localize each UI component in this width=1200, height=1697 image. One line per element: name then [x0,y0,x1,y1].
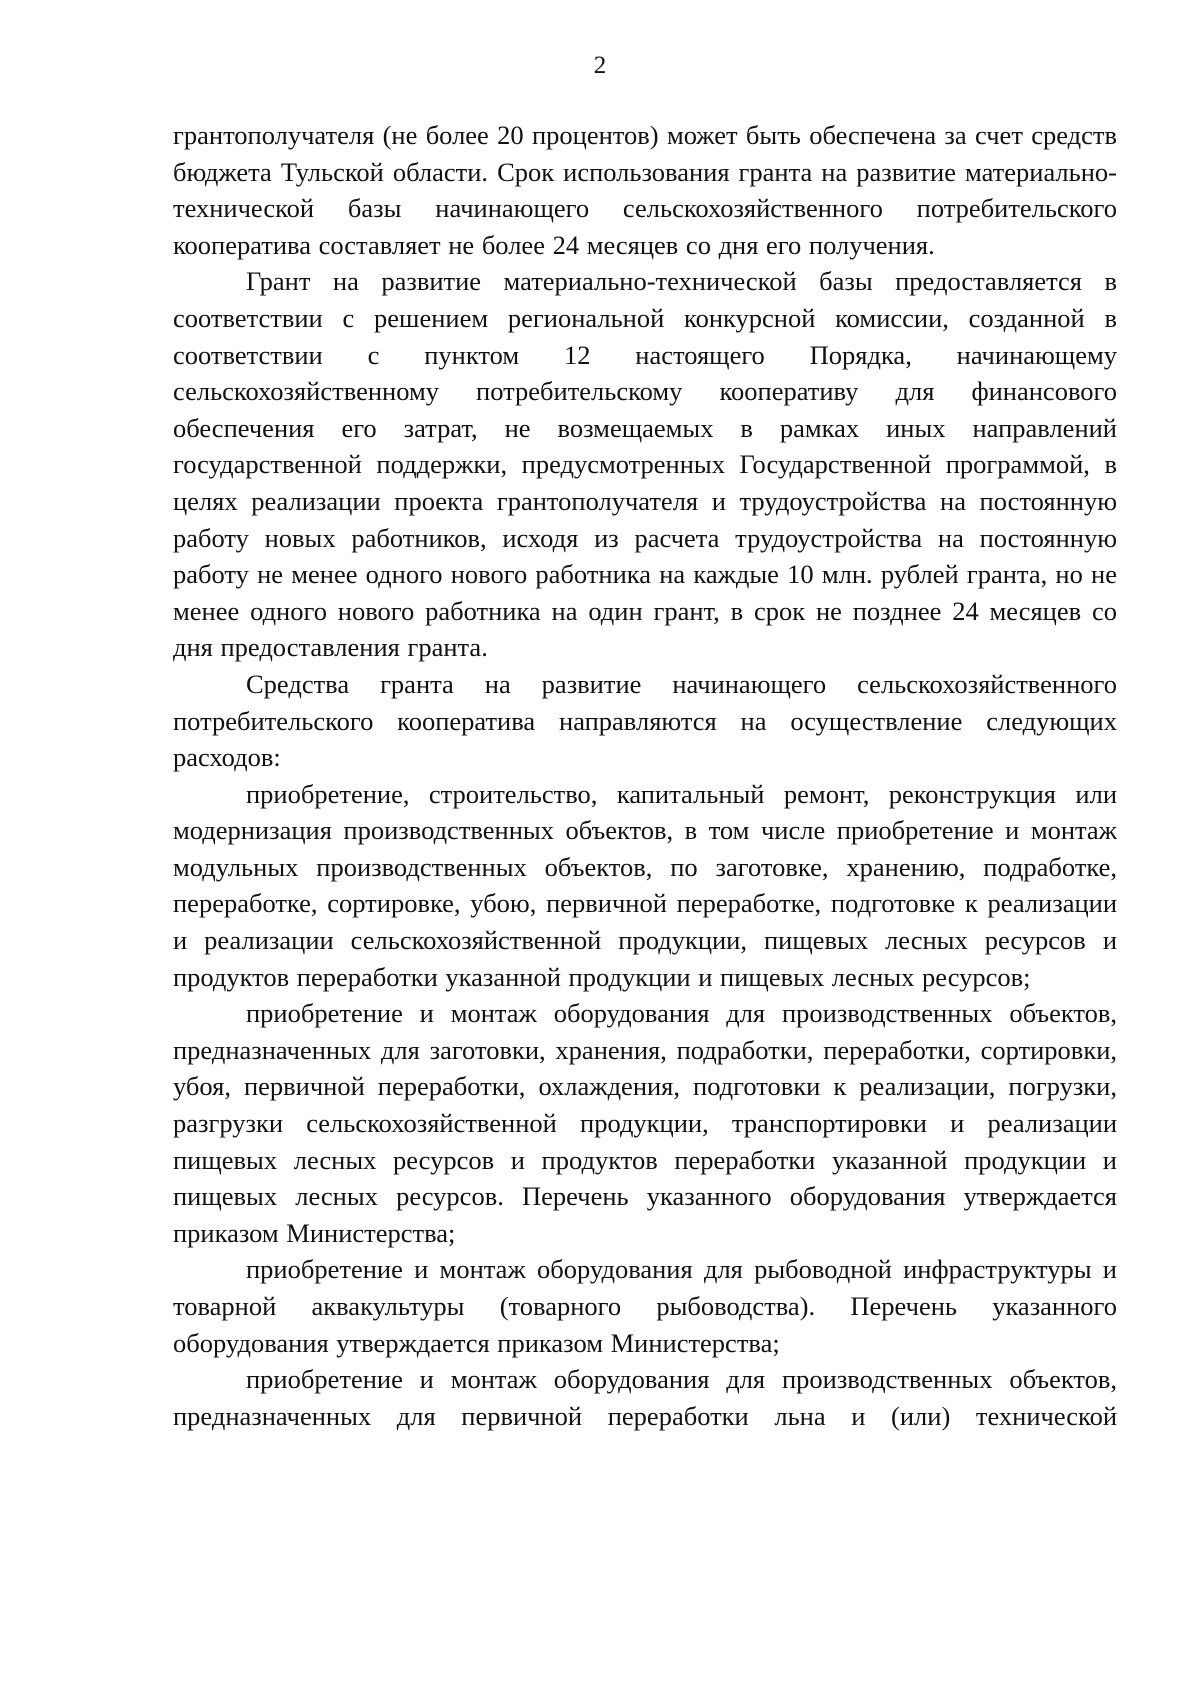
document-body [173,117,1117,1434]
paragraph-expense-fish-equipment: приобретение и монтаж оборудования для рыбоводной инфраструктуры и товарной аквакультуры (товарного рыбоводства). Перечень указанного оборудования утверждается приказом Министерства; [173,1254,1117,1358]
paragraph-grant-expenses-intro: Средства гранта на развитие начинающего сельскохозяйственного потребительского кооператива направляются на осуществление следующих расходов: [173,668,1117,773]
paragraph-expense-facilities: приобретение, строительство, капитальный ремонт, реконструкция или модернизация производственных объектов, в том числе приобретение и монтаж модульных производственных объектов, по заготовке, хранению, подработке, переработке, сортировке, убою, первичной переработке, подготовке к реализации и реализации сельскохозяйственной продукции, пищевых лесных ресурсов и продуктов переработки указанной продукции и пищевых лесных ресурсов; [173,778,1117,992]
paragraph-grant-provision: Грант на развитие материально-технической базы предоставляется в соответствии с решением региональной конкурсной комиссии, созданной в соответствии с пунктом 12 настоящего Порядка, начинающему сельскохозяйственному потребительскому кооперативу для финансового обеспечения его затрат, не возмещаемых в рамках иных направлений государственной поддержки, предусмотренных Государственной программой, в целях реализации проекта грантополучателя и трудоустройства на постоянную работу новых работников, исходя из расчета трудоустройства на постоянную работу не менее одного нового работника на каждые 10 млн. рублей гранта, но не менее одного нового работника на один грант, в срок не позднее 24 месяцев со дня предоставления гранта. [173,266,1117,663]
paragraph-expense-flax-equipment: приобретение и монтаж оборудования для производственных объектов, предназначенных для первичной переработки льна и (или) технической [173,1364,1117,1431]
paragraph-expense-equipment: приобретение и монтаж оборудования для производственных объектов, предназначенных для заготовки, хранения, подработки, переработки, сортировки, убоя, первичной переработки, охлаждения, подготовки к реализации, погрузки, разгрузки сельскохозяйственной продукции, транспортировки и реализации пищевых лесных ресурсов и продуктов переработки указанной продукции и пищевых лесных ресурсов. Перечень указанного оборудования утверждается приказом Министерства; [173,998,1117,1248]
page-number: 2 [593,52,607,79]
paragraph-grant-recipient-funding: грантополучателя (не более 20 процентов) может быть обеспечена за счет средств бюджета Тульской области. Срок использования гранта на развитие материально-технической базы начинающего сельскохозяйственного потребительского кооператива составляет не более 24 месяцев со дня его получения. [173,120,1117,260]
